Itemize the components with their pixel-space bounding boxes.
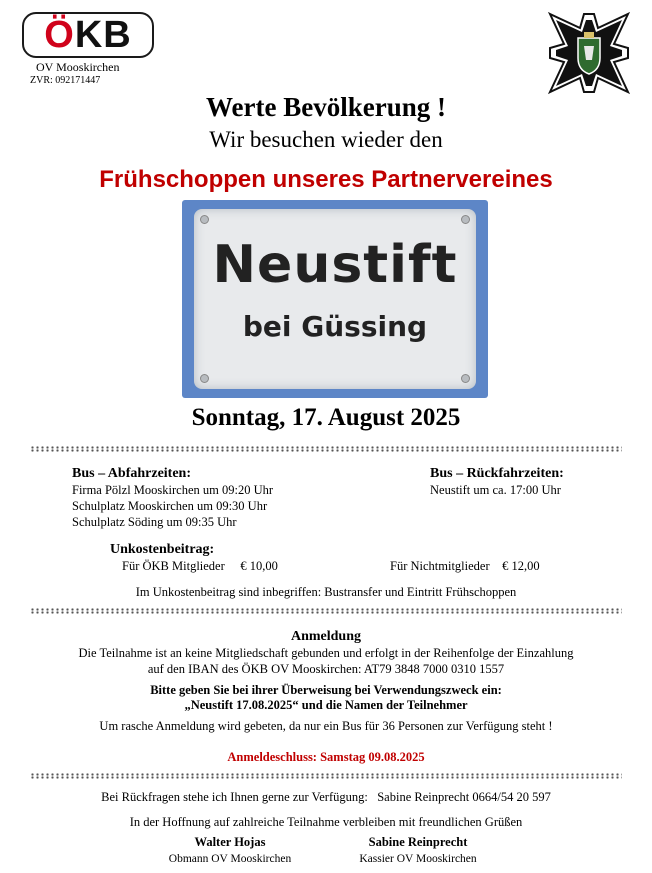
costs-included: Im Unkostenbeitrag sind inbegriffen: Bustransfer und Eintritt Frühschoppen — [135, 585, 517, 599]
transfer-reference: „Neustift 17.08.2025“ und die Namen der Teilnehmer — [184, 698, 468, 712]
greeting-heading: Werte Bevölkerung ! — [206, 92, 446, 122]
contact-line: Bei Rückfragen stehe ich Ihnen gerne zur Verfügung: Sabine Reinprecht 0664/54 20 597 — [101, 790, 551, 804]
logo-kb-letters: KB — [74, 14, 132, 56]
org-name: OV Mooskirchen — [36, 60, 120, 74]
return-heading: Bus – Rückfahrzeiten: — [430, 466, 564, 481]
registration-text: Die Teilnahme ist an keine Mitgliedschaft gebunden und erfolgt in der Reihenfolge der Einzahlung — [78, 646, 574, 660]
dotted-divider — [30, 446, 622, 452]
town-sign-image — [182, 200, 488, 398]
event-date: Sonntag, 17. August 2025 — [191, 404, 461, 431]
costs-heading: Unkostenbeitrag: — [110, 542, 215, 557]
dotted-divider — [30, 608, 622, 614]
departure-item: Schulplatz Mooskirchen um 09:30 Uhr — [72, 499, 268, 513]
return-time: Neustift um ca. 17:00 Uhr — [430, 483, 561, 497]
non-member-price: Für Nichtmitglieder € 12,00 — [390, 559, 540, 573]
town-sign-panel — [194, 209, 476, 389]
registration-heading: Anmeldung — [290, 629, 362, 644]
sign-clip — [200, 215, 209, 224]
event-heading: Frühschoppen unseres Partnervereines — [99, 166, 553, 193]
zvr-number: ZVR: 092171447 — [30, 75, 101, 86]
registration-hurry: Um rasche Anmeldung wird gebeten, da nur ein Bus für 36 Personen zur Verfügung steht ! — [99, 719, 553, 733]
signature-role: Obmann OV Mooskirchen — [168, 853, 292, 865]
transfer-note: Bitte geben Sie bei ihrer Überweisung bei Verwendungszweck ein: — [150, 683, 502, 697]
black-cross-with-coat-of-arms-icon — [546, 10, 632, 96]
logo-o-letter: Ö — [44, 14, 75, 56]
registration-deadline: Anmeldeschluss: Samstag 09.08.2025 — [227, 750, 425, 764]
departure-heading: Bus – Abfahrzeiten: — [72, 466, 191, 481]
member-price: Für ÖKB Mitglieder € 10,00 — [122, 559, 278, 573]
departure-item: Schulplatz Söding um 09:35 Uhr — [72, 515, 237, 529]
registration-iban: auf den IBAN des ÖKB OV Mooskirchen: AT79 3848 7000 0310 1557 — [147, 662, 505, 676]
sign-clip — [461, 215, 470, 224]
signature-name: Sabine Reinprecht — [368, 835, 468, 849]
sign-clip — [461, 374, 470, 383]
okb-logo — [22, 12, 154, 58]
signature-role: Kassier OV Mooskirchen — [359, 853, 477, 865]
sign-town-name: Neustift — [212, 235, 458, 295]
visit-line: Wir besuchen wieder den — [209, 127, 443, 152]
sign-subtitle: bei Güssing — [242, 310, 428, 343]
departure-item: Firma Pölzl Mooskirchen um 09:20 Uhr — [72, 483, 274, 497]
okb-logo-text — [44, 16, 131, 54]
sign-clip — [200, 374, 209, 383]
dotted-divider — [30, 773, 622, 779]
closing-line: In der Hoffnung auf zahlreiche Teilnahme verbleiben mit freundlichen Grüßen — [129, 815, 523, 829]
signature-name: Walter Hojas — [194, 835, 266, 849]
